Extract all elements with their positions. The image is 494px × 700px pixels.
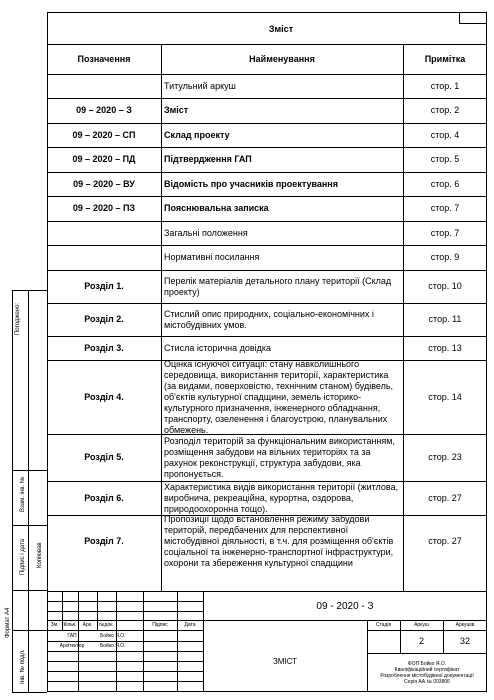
row-name: Перелік матеріалів детального плану території (Склад проекту) <box>164 275 392 297</box>
row-page: стор. 27 <box>428 536 462 546</box>
replace-inv-label: Взам. інв. № <box>20 476 26 512</box>
stage-label: Стадія <box>375 622 392 628</box>
row-designation: 09 – 2020 – СП <box>72 129 136 140</box>
side-divider <box>12 470 47 471</box>
row-page: стор. 5 <box>430 154 460 164</box>
col-count: Кільк. <box>63 622 77 628</box>
row-page: стор. 11 <box>428 314 462 324</box>
sheet-title: ЗМІСТ <box>272 656 298 666</box>
row-designation <box>47 221 161 245</box>
row-name: Пропозиції щодо встановлення режиму забудови територій, передбачених для перспективної містобудівної діяльності, в т.ч. для розміщення об'єктів соціальної та інженерно-транспортної інфраструктури, охорони та збереження культурної спадщини <box>164 514 394 568</box>
org-line: Розроблення містобудівної документації <box>380 673 474 679</box>
org-line: Кваліфікаційний сертифікат <box>394 667 460 673</box>
row-name: Оцінка існуючої ситуації: стану навколишнього середовища, використання території, характеристика (за видами, поверховістю, технічним станом) будівель, об'єктів культурної спадщини, земель історико-культурного призначення, інженерного обладнання, транспорту, озеленення і благоустрою, планувальних обмежень. <box>164 358 394 435</box>
row-page: стор. 4 <box>430 129 460 140</box>
header-name: Найменування <box>249 53 315 64</box>
row-page: стор. 14 <box>428 391 462 402</box>
row-page: стор. 13 <box>428 342 462 353</box>
col-change: Зм. <box>50 622 59 628</box>
row-page: стор. 23 <box>428 452 462 462</box>
header-note: Примітка <box>424 53 466 64</box>
row-designation: 09 – 2020 – ПЗ <box>72 203 136 213</box>
row-name: Склад проекту <box>164 129 230 140</box>
row-name: Нормативні посилання <box>164 252 260 262</box>
side-divider <box>12 525 47 526</box>
side-border <box>12 290 13 692</box>
page-title: Зміст <box>268 23 294 34</box>
row-name: Стисла історична довідка <box>164 342 272 353</box>
document-code: 09 - 2020 - З <box>316 600 374 612</box>
row-page: стор. 1 <box>430 80 460 91</box>
row-name: Розподіл територій за функціональним використанням, розміщення забудови на вільних територіях та за рахунок реконструкції, структура забудови, яка пропонується. <box>164 435 395 479</box>
row-designation <box>47 74 161 98</box>
col-signature: Підпис <box>152 622 168 628</box>
row-designation: Розділ 3. <box>84 342 124 353</box>
side-divider <box>12 590 47 591</box>
row-page: стор. 9 <box>430 252 460 262</box>
row-page: стор. 6 <box>430 178 460 189</box>
org-line: Серія АА № 003806 <box>404 679 450 685</box>
row-designation: Розділ 2. <box>84 314 124 324</box>
col-date: Дата <box>184 622 196 628</box>
row-designation: Розділ 5. <box>84 452 124 462</box>
row-designation: 09 – 2020 – З <box>76 105 132 115</box>
role-gap: ГАП <box>67 632 77 639</box>
row-name: Титульний аркуш <box>164 80 236 91</box>
organization-block <box>367 654 487 692</box>
row-page: стор. 7 <box>430 227 460 238</box>
format-label: Формат А4 <box>5 607 11 638</box>
row-name: Підтвердження ГАП <box>164 154 252 164</box>
row-designation: Розділ 6. <box>84 492 124 503</box>
side-divider <box>12 630 47 631</box>
row-designation: 09 – 2020 – ПД <box>72 154 136 164</box>
row-name: Стислий опис природних, соціально-економічних і містобудівних умов. <box>164 308 374 330</box>
sheets-label: Аркушів <box>455 622 475 628</box>
row-page: стор. 27 <box>428 492 462 503</box>
row-designation: Розділ 1. <box>84 281 124 291</box>
agreed-label: Погоджено: <box>15 302 21 335</box>
copied-label: Копіював <box>37 542 43 568</box>
col-doc-no: №док. <box>99 622 114 628</box>
side-divider <box>12 692 47 693</box>
sheet-value: 2 <box>418 636 424 646</box>
row-name: Відомість про учасників проектування <box>164 178 338 189</box>
row-designation: 09 – 2020 – ВУ <box>73 178 135 189</box>
person-architect: Бойко Я.О. <box>100 643 126 649</box>
person-gap: Бойко Я.О. <box>100 632 126 639</box>
inv-no-label: Інв. № подл. <box>20 649 26 684</box>
row-name: Характеристика видів використання території (житлова, виробнича, рекреаційна, курортна, оздорова, природоохоронна тощо). <box>164 481 399 514</box>
sheet-label: Аркуш <box>414 622 429 628</box>
role-architect: Архітектор <box>59 643 85 649</box>
side-divider <box>12 290 47 291</box>
col-sheet: Арк. <box>82 622 93 628</box>
side-border <box>28 290 29 692</box>
row-designation: Розділ 7. <box>84 536 124 546</box>
row-page: стор. 10 <box>428 281 462 291</box>
row-page: стор. 2 <box>430 105 460 115</box>
sign-date-label: Підпис і дата <box>20 538 26 575</box>
row-name: Зміст <box>164 105 189 115</box>
header-designation: Позначення <box>77 53 131 64</box>
row-name: Пояснювальна записка <box>164 203 269 213</box>
org-line: ФОП Бойко Я.О. <box>407 661 447 667</box>
sheets-value: 32 <box>459 636 470 646</box>
row-name: Загальні положення <box>164 227 248 238</box>
row-designation <box>47 245 161 270</box>
row-page: стор. 7 <box>430 203 460 213</box>
row-designation: Розділ 4. <box>84 391 124 402</box>
stage-value <box>367 630 400 653</box>
